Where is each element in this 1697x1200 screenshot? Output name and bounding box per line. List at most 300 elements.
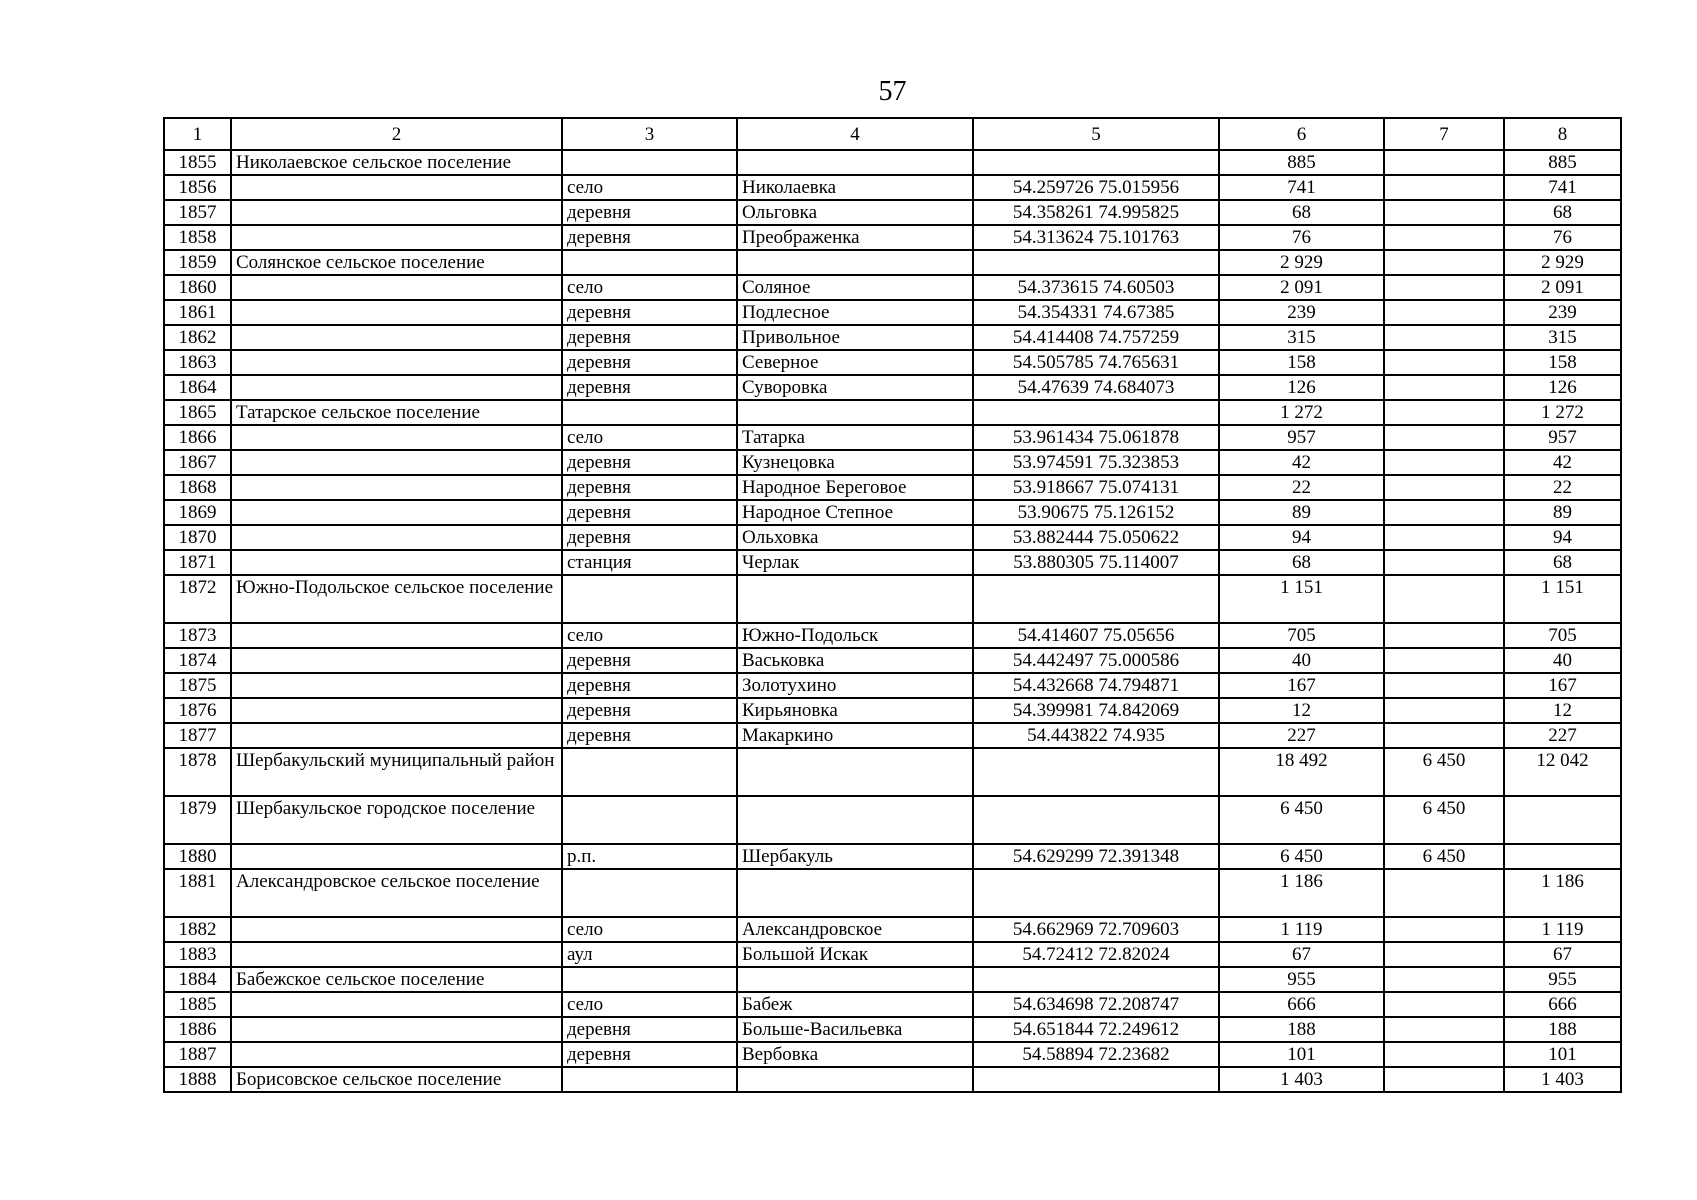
coordinates-cell: 53.961434 75.061878 — [973, 425, 1219, 450]
settlement-type-cell: деревня — [562, 1042, 737, 1067]
population-urban-cell — [1384, 450, 1504, 475]
population-urban-cell — [1384, 917, 1504, 942]
column-header: 8 — [1504, 118, 1621, 150]
population-rural-cell: 12 — [1504, 698, 1621, 723]
settlement-type-cell — [562, 400, 737, 425]
settlement-type-cell: деревня — [562, 673, 737, 698]
population-urban-cell — [1384, 992, 1504, 1017]
population-rural-cell: 67 — [1504, 942, 1621, 967]
table-body — [164, 118, 1621, 1092]
table-row — [164, 425, 1621, 450]
municipality-cell — [231, 450, 562, 475]
municipality-cell — [231, 375, 562, 400]
municipality-cell: Солянское сельское поселение — [231, 250, 562, 275]
table-row — [164, 698, 1621, 723]
population-rural-cell: 955 — [1504, 967, 1621, 992]
population-urban-cell — [1384, 500, 1504, 525]
coordinates-cell: 54.442497 75.000586 — [973, 648, 1219, 673]
row-number-cell: 1881 — [164, 869, 231, 917]
table-row — [164, 475, 1621, 500]
population-rural-cell: 101 — [1504, 1042, 1621, 1067]
population-total-cell: 1 272 — [1219, 400, 1384, 425]
table-row — [164, 300, 1621, 325]
table-row — [164, 1042, 1621, 1067]
settlement-name-cell: Соляное — [737, 275, 973, 300]
settlement-type-cell: село — [562, 992, 737, 1017]
settlement-name-cell: Вербовка — [737, 1042, 973, 1067]
population-urban-cell — [1384, 375, 1504, 400]
row-number-cell: 1875 — [164, 673, 231, 698]
municipality-cell — [231, 1017, 562, 1042]
population-rural-cell: 666 — [1504, 992, 1621, 1017]
population-rural-cell: 1 403 — [1504, 1067, 1621, 1092]
population-total-cell: 68 — [1219, 200, 1384, 225]
coordinates-cell: 54.443822 74.935 — [973, 723, 1219, 748]
population-total-cell: 6 450 — [1219, 796, 1384, 844]
population-urban-cell — [1384, 1017, 1504, 1042]
row-number-cell: 1862 — [164, 325, 231, 350]
settlement-type-cell — [562, 967, 737, 992]
settlement-type-cell: село — [562, 917, 737, 942]
population-rural-cell: 227 — [1504, 723, 1621, 748]
settlement-name-cell: Ольховка — [737, 525, 973, 550]
table-row — [164, 844, 1621, 869]
table-row — [164, 967, 1621, 992]
row-number-cell: 1880 — [164, 844, 231, 869]
row-number-cell: 1859 — [164, 250, 231, 275]
page-number: 57 — [878, 76, 907, 107]
population-urban-cell — [1384, 200, 1504, 225]
table-row — [164, 225, 1621, 250]
settlement-type-cell: деревня — [562, 300, 737, 325]
population-total-cell: 6 450 — [1219, 844, 1384, 869]
table-row — [164, 748, 1621, 796]
table-row — [164, 325, 1621, 350]
municipality-cell — [231, 525, 562, 550]
municipality-cell — [231, 175, 562, 200]
column-header: 4 — [737, 118, 973, 150]
table-row — [164, 375, 1621, 400]
population-rural-cell: 94 — [1504, 525, 1621, 550]
population-rural-cell: 76 — [1504, 225, 1621, 250]
row-number-cell: 1870 — [164, 525, 231, 550]
table-row — [164, 525, 1621, 550]
settlement-name-cell — [737, 150, 973, 175]
column-header: 5 — [973, 118, 1219, 150]
municipality-cell: Александровское сельское поселение — [231, 869, 562, 917]
settlement-type-cell: деревня — [562, 475, 737, 500]
coordinates-cell: 53.880305 75.114007 — [973, 550, 1219, 575]
column-header: 7 — [1384, 118, 1504, 150]
population-total-cell: 955 — [1219, 967, 1384, 992]
settlement-name-cell — [737, 575, 973, 623]
settlement-type-cell — [562, 250, 737, 275]
coordinates-cell: 54.259726 75.015956 — [973, 175, 1219, 200]
municipality-cell — [231, 723, 562, 748]
column-header: 1 — [164, 118, 231, 150]
population-urban-cell — [1384, 575, 1504, 623]
coordinates-cell — [973, 967, 1219, 992]
coordinates-cell — [973, 250, 1219, 275]
coordinates-cell: 54.354331 74.67385 — [973, 300, 1219, 325]
row-number-cell: 1884 — [164, 967, 231, 992]
settlement-type-cell — [562, 748, 737, 796]
population-urban-cell — [1384, 623, 1504, 648]
population-rural-cell: 1 151 — [1504, 575, 1621, 623]
settlement-name-cell: Народное Степное — [737, 500, 973, 525]
population-urban-cell — [1384, 1067, 1504, 1092]
row-number-cell: 1866 — [164, 425, 231, 450]
population-total-cell: 167 — [1219, 673, 1384, 698]
table-row — [164, 623, 1621, 648]
row-number-cell: 1874 — [164, 648, 231, 673]
population-urban-cell — [1384, 698, 1504, 723]
settlement-name-cell — [737, 1067, 973, 1092]
population-urban-cell — [1384, 400, 1504, 425]
coordinates-cell: 54.358261 74.995825 — [973, 200, 1219, 225]
settlement-name-cell: Преображенка — [737, 225, 973, 250]
settlement-name-cell: Бабеж — [737, 992, 973, 1017]
settlement-type-cell: деревня — [562, 225, 737, 250]
settlement-type-cell: деревня — [562, 375, 737, 400]
population-rural-cell: 2 091 — [1504, 275, 1621, 300]
population-total-cell: 89 — [1219, 500, 1384, 525]
population-urban-cell — [1384, 300, 1504, 325]
settlement-type-cell: деревня — [562, 350, 737, 375]
settlement-type-cell — [562, 575, 737, 623]
coordinates-cell: 54.651844 72.249612 — [973, 1017, 1219, 1042]
settlement-type-cell: аул — [562, 942, 737, 967]
population-rural-cell: 1 119 — [1504, 917, 1621, 942]
settlement-type-cell: деревня — [562, 698, 737, 723]
population-urban-cell — [1384, 325, 1504, 350]
settlement-name-cell — [737, 967, 973, 992]
coordinates-cell: 53.974591 75.323853 — [973, 450, 1219, 475]
population-total-cell: 741 — [1219, 175, 1384, 200]
population-total-cell: 1 186 — [1219, 869, 1384, 917]
municipality-cell — [231, 917, 562, 942]
population-total-cell: 2 929 — [1219, 250, 1384, 275]
population-urban-cell — [1384, 225, 1504, 250]
table-row — [164, 1067, 1621, 1092]
population-urban-cell: 6 450 — [1384, 748, 1504, 796]
coordinates-cell: 54.373615 74.60503 — [973, 275, 1219, 300]
population-total-cell: 67 — [1219, 942, 1384, 967]
municipality-cell — [231, 648, 562, 673]
municipality-cell — [231, 325, 562, 350]
settlement-type-cell — [562, 1067, 737, 1092]
population-rural-cell — [1504, 844, 1621, 869]
coordinates-cell: 54.47639 74.684073 — [973, 375, 1219, 400]
population-total-cell: 40 — [1219, 648, 1384, 673]
population-rural-cell: 68 — [1504, 550, 1621, 575]
row-number-cell: 1886 — [164, 1017, 231, 1042]
settlement-name-cell — [737, 748, 973, 796]
municipality-cell — [231, 673, 562, 698]
row-number-cell: 1871 — [164, 550, 231, 575]
row-number-cell: 1873 — [164, 623, 231, 648]
population-urban-cell: 6 450 — [1384, 796, 1504, 844]
settlement-name-cell: Большой Искак — [737, 942, 973, 967]
settlement-name-cell: Александровское — [737, 917, 973, 942]
population-rural-cell: 40 — [1504, 648, 1621, 673]
row-number-cell: 1860 — [164, 275, 231, 300]
settlement-type-cell — [562, 796, 737, 844]
table-row — [164, 400, 1621, 425]
population-rural-cell — [1504, 796, 1621, 844]
row-number-cell: 1858 — [164, 225, 231, 250]
row-number-cell: 1877 — [164, 723, 231, 748]
row-number-cell: 1869 — [164, 500, 231, 525]
settlement-name-cell: Николаевка — [737, 175, 973, 200]
row-number-cell: 1863 — [164, 350, 231, 375]
population-rural-cell: 315 — [1504, 325, 1621, 350]
population-rural-cell: 12 042 — [1504, 748, 1621, 796]
settlement-name-cell: Ольговка — [737, 200, 973, 225]
municipality-cell — [231, 942, 562, 967]
table-row — [164, 796, 1621, 844]
population-total-cell: 239 — [1219, 300, 1384, 325]
settlement-type-cell — [562, 869, 737, 917]
settlement-name-cell: Васьковка — [737, 648, 973, 673]
row-number-cell: 1861 — [164, 300, 231, 325]
population-total-cell: 22 — [1219, 475, 1384, 500]
table-row — [164, 175, 1621, 200]
population-rural-cell: 705 — [1504, 623, 1621, 648]
settlement-name-cell: Шербакуль — [737, 844, 973, 869]
settlement-name-cell: Кузнецовка — [737, 450, 973, 475]
municipality-cell — [231, 844, 562, 869]
population-urban-cell — [1384, 350, 1504, 375]
settlement-name-cell: Татарка — [737, 425, 973, 450]
table-row — [164, 648, 1621, 673]
population-urban-cell — [1384, 1042, 1504, 1067]
settlement-type-cell: деревня — [562, 648, 737, 673]
population-rural-cell: 126 — [1504, 375, 1621, 400]
population-total-cell: 227 — [1219, 723, 1384, 748]
population-total-cell: 2 091 — [1219, 275, 1384, 300]
coordinates-cell: 54.505785 74.765631 — [973, 350, 1219, 375]
coordinates-cell: 54.72412 72.82024 — [973, 942, 1219, 967]
table-row — [164, 250, 1621, 275]
settlement-type-cell: деревня — [562, 200, 737, 225]
column-header: 6 — [1219, 118, 1384, 150]
settlement-type-cell — [562, 150, 737, 175]
population-total-cell: 1 119 — [1219, 917, 1384, 942]
population-rural-cell: 741 — [1504, 175, 1621, 200]
settlement-name-cell: Суворовка — [737, 375, 973, 400]
population-urban-cell — [1384, 150, 1504, 175]
row-number-cell: 1872 — [164, 575, 231, 623]
population-rural-cell: 167 — [1504, 673, 1621, 698]
coordinates-cell — [973, 575, 1219, 623]
settlement-name-cell: Золотухино — [737, 673, 973, 698]
population-urban-cell: 6 450 — [1384, 844, 1504, 869]
coordinates-cell: 54.414607 75.05656 — [973, 623, 1219, 648]
population-rural-cell: 89 — [1504, 500, 1621, 525]
column-header: 2 — [231, 118, 562, 150]
population-rural-cell: 239 — [1504, 300, 1621, 325]
municipality-cell — [231, 500, 562, 525]
population-rural-cell: 188 — [1504, 1017, 1621, 1042]
municipality-cell — [231, 225, 562, 250]
table-row — [164, 575, 1621, 623]
settlement-type-cell: деревня — [562, 500, 737, 525]
row-number-cell: 1868 — [164, 475, 231, 500]
municipality-cell: Борисовское сельское поселение — [231, 1067, 562, 1092]
row-number-cell: 1864 — [164, 375, 231, 400]
population-total-cell: 885 — [1219, 150, 1384, 175]
row-number-cell: 1883 — [164, 942, 231, 967]
settlement-name-cell: Черлак — [737, 550, 973, 575]
population-urban-cell — [1384, 275, 1504, 300]
municipality-cell: Татарское сельское поселение — [231, 400, 562, 425]
population-total-cell: 68 — [1219, 550, 1384, 575]
settlement-name-cell: Северное — [737, 350, 973, 375]
settlement-type-cell: р.п. — [562, 844, 737, 869]
population-urban-cell — [1384, 175, 1504, 200]
population-total-cell: 666 — [1219, 992, 1384, 1017]
coordinates-cell — [973, 796, 1219, 844]
municipality-cell — [231, 992, 562, 1017]
header-row — [164, 118, 1621, 150]
population-rural-cell: 68 — [1504, 200, 1621, 225]
municipality-cell — [231, 475, 562, 500]
settlement-name-cell — [737, 400, 973, 425]
coordinates-cell — [973, 150, 1219, 175]
row-number-cell: 1888 — [164, 1067, 231, 1092]
municipality-cell — [231, 550, 562, 575]
settlement-name-cell: Кирьяновка — [737, 698, 973, 723]
population-total-cell: 42 — [1219, 450, 1384, 475]
settlement-type-cell: село — [562, 425, 737, 450]
population-rural-cell: 42 — [1504, 450, 1621, 475]
municipality-cell — [231, 1042, 562, 1067]
settlement-type-cell: село — [562, 623, 737, 648]
population-urban-cell — [1384, 648, 1504, 673]
table-row — [164, 275, 1621, 300]
population-rural-cell: 957 — [1504, 425, 1621, 450]
population-rural-cell: 885 — [1504, 150, 1621, 175]
table-row — [164, 723, 1621, 748]
settlement-name-cell — [737, 250, 973, 275]
table-row — [164, 942, 1621, 967]
coordinates-cell — [973, 1067, 1219, 1092]
coordinates-cell — [973, 400, 1219, 425]
settlements-table — [163, 117, 1622, 1093]
municipality-cell: Южно-Подольское сельское поселение — [231, 575, 562, 623]
row-number-cell: 1865 — [164, 400, 231, 425]
population-total-cell: 12 — [1219, 698, 1384, 723]
table-row — [164, 550, 1621, 575]
settlement-name-cell: Больше-Васильевка — [737, 1017, 973, 1042]
row-number-cell: 1867 — [164, 450, 231, 475]
settlement-type-cell: деревня — [562, 450, 737, 475]
table-row — [164, 350, 1621, 375]
coordinates-cell: 54.313624 75.101763 — [973, 225, 1219, 250]
settlement-type-cell: деревня — [562, 723, 737, 748]
population-rural-cell: 22 — [1504, 475, 1621, 500]
settlement-type-cell: деревня — [562, 1017, 737, 1042]
municipality-cell — [231, 350, 562, 375]
population-urban-cell — [1384, 723, 1504, 748]
settlement-type-cell: село — [562, 275, 737, 300]
population-urban-cell — [1384, 550, 1504, 575]
population-urban-cell — [1384, 475, 1504, 500]
population-rural-cell: 1 186 — [1504, 869, 1621, 917]
population-urban-cell — [1384, 942, 1504, 967]
population-total-cell: 94 — [1219, 525, 1384, 550]
coordinates-cell — [973, 748, 1219, 796]
population-urban-cell — [1384, 869, 1504, 917]
settlement-name-cell: Привольное — [737, 325, 973, 350]
settlement-name-cell: Макаркино — [737, 723, 973, 748]
column-header: 3 — [562, 118, 737, 150]
settlement-name-cell: Южно-Подольск — [737, 623, 973, 648]
coordinates-cell: 54.399981 74.842069 — [973, 698, 1219, 723]
settlement-name-cell — [737, 796, 973, 844]
population-total-cell: 158 — [1219, 350, 1384, 375]
table-row — [164, 1017, 1621, 1042]
coordinates-cell: 53.90675 75.126152 — [973, 500, 1219, 525]
settlement-name-cell: Народное Береговое — [737, 475, 973, 500]
coordinates-cell — [973, 869, 1219, 917]
coordinates-cell: 54.58894 72.23682 — [973, 1042, 1219, 1067]
municipality-cell — [231, 200, 562, 225]
table-row — [164, 869, 1621, 917]
table-row — [164, 917, 1621, 942]
table-row — [164, 200, 1621, 225]
coordinates-cell: 54.432668 74.794871 — [973, 673, 1219, 698]
population-total-cell: 315 — [1219, 325, 1384, 350]
municipality-cell: Николаевское сельское поселение — [231, 150, 562, 175]
coordinates-cell: 54.662969 72.709603 — [973, 917, 1219, 942]
settlement-type-cell: деревня — [562, 325, 737, 350]
settlement-type-cell: село — [562, 175, 737, 200]
population-total-cell: 126 — [1219, 375, 1384, 400]
table-row — [164, 500, 1621, 525]
row-number-cell: 1857 — [164, 200, 231, 225]
row-number-cell: 1876 — [164, 698, 231, 723]
table-row — [164, 673, 1621, 698]
row-number-cell: 1879 — [164, 796, 231, 844]
row-number-cell: 1856 — [164, 175, 231, 200]
table-row — [164, 992, 1621, 1017]
row-number-cell: 1885 — [164, 992, 231, 1017]
population-total-cell: 76 — [1219, 225, 1384, 250]
municipality-cell — [231, 623, 562, 648]
population-rural-cell: 158 — [1504, 350, 1621, 375]
settlement-name-cell — [737, 869, 973, 917]
population-urban-cell — [1384, 425, 1504, 450]
municipality-cell — [231, 300, 562, 325]
population-total-cell: 705 — [1219, 623, 1384, 648]
population-urban-cell — [1384, 967, 1504, 992]
row-number-cell: 1855 — [164, 150, 231, 175]
population-total-cell: 101 — [1219, 1042, 1384, 1067]
municipality-cell: Шербакульский муниципальный район — [231, 748, 562, 796]
population-rural-cell: 2 929 — [1504, 250, 1621, 275]
row-number-cell: 1887 — [164, 1042, 231, 1067]
coordinates-cell: 53.882444 75.050622 — [973, 525, 1219, 550]
coordinates-cell: 53.918667 75.074131 — [973, 475, 1219, 500]
settlement-type-cell: станция — [562, 550, 737, 575]
municipality-cell — [231, 275, 562, 300]
municipality-cell: Бабежское сельское поселение — [231, 967, 562, 992]
coordinates-cell: 54.634698 72.208747 — [973, 992, 1219, 1017]
population-urban-cell — [1384, 250, 1504, 275]
population-rural-cell: 1 272 — [1504, 400, 1621, 425]
